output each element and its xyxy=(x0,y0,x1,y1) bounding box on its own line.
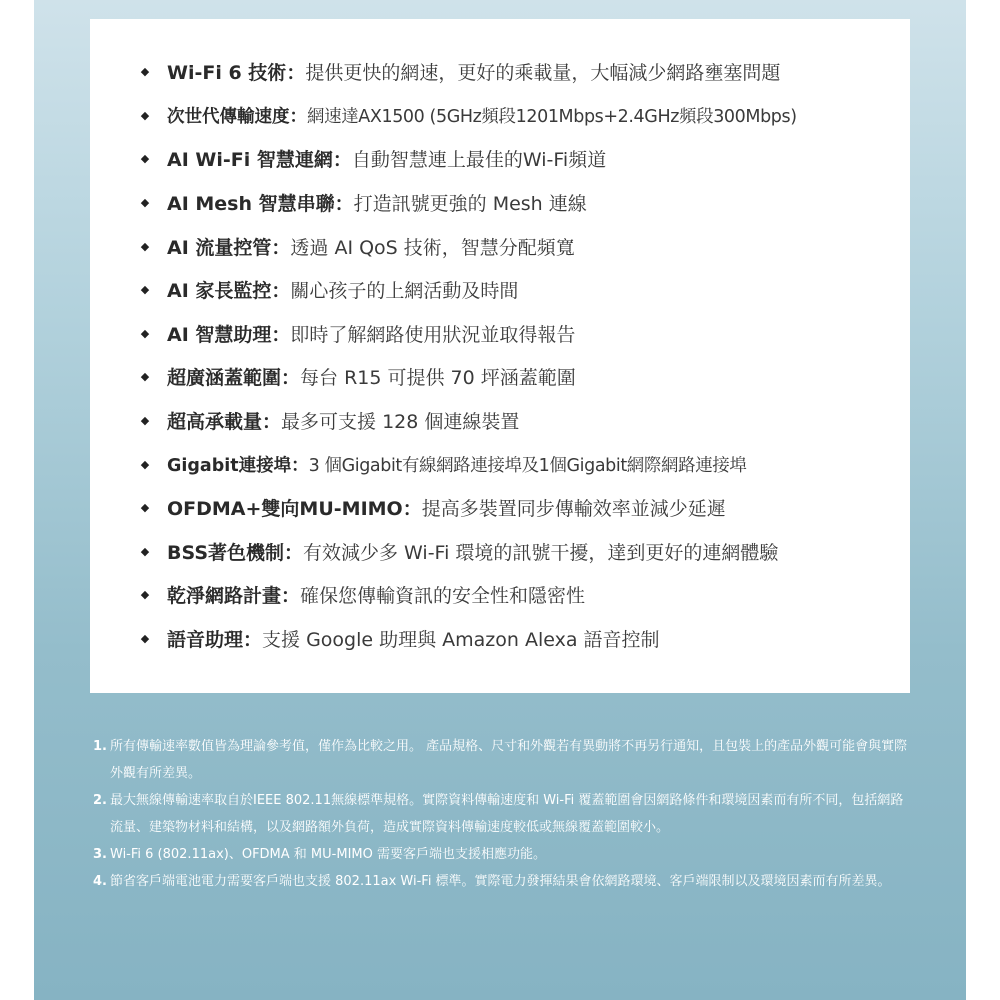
diamond-icon: ◆ xyxy=(140,196,150,210)
diamond-icon: ◆ xyxy=(140,65,150,79)
footnote-text: 所有傳輸速率數值皆為理論參考值，僅作為比較之用。 產品規格、尺寸和外觀若有異動將不再另行通知，且包裝上的產品外觀可能會與實際外觀有所差異。 xyxy=(110,739,908,781)
feature-separator: ： xyxy=(334,193,354,216)
feature-description: 確保您傳輸資訊的安全性和隱密性 xyxy=(300,585,586,608)
footnote-text: Wi-Fi 6 (802.11ax)、OFDMA 和 MU-MIMO 需要客戶端也支援相應功能。 xyxy=(110,847,546,862)
feature-item xyxy=(135,181,905,225)
diamond-icon: ◆ xyxy=(140,283,150,297)
feature-item xyxy=(135,137,905,181)
feature-title: 次世代傳輸速度 xyxy=(167,106,290,127)
feature-item xyxy=(135,442,905,486)
feature-separator: ： xyxy=(402,498,422,521)
feature-description: 提高多裝置同步傳輸效率並減少延遲 xyxy=(421,498,726,521)
feature-description: 即時了解網路使用狀況並取得報告 xyxy=(290,323,576,346)
feature-separator: ： xyxy=(291,455,309,476)
feature-item xyxy=(135,50,905,94)
footnote-item xyxy=(93,787,913,841)
feature-description: 支援 Google 助理與 Amazon Alexa 語音控制 xyxy=(262,629,660,652)
diamond-icon: ◆ xyxy=(140,544,150,558)
feature-separator: ： xyxy=(284,541,304,564)
feature-title: 超廣涵蓋範圍 xyxy=(167,367,282,390)
feature-item xyxy=(135,94,905,138)
feature-item xyxy=(135,224,905,268)
feature-title: AI 智慧助理 xyxy=(167,323,272,346)
feature-description: 最多可支援 128 個連線裝置 xyxy=(281,411,520,434)
feature-description: 關心孩子的上網活動及時間 xyxy=(290,280,519,303)
diamond-icon: ◆ xyxy=(140,414,150,428)
feature-item xyxy=(135,399,905,443)
feature-separator: ： xyxy=(271,323,291,346)
footnote-number: 2. xyxy=(93,793,107,808)
feature-separator: ： xyxy=(271,236,291,259)
feature-separator: ： xyxy=(271,280,291,303)
feature-title: 乾淨網路計畫 xyxy=(167,585,282,608)
feature-separator: ： xyxy=(289,106,307,127)
diamond-icon: ◆ xyxy=(140,501,150,515)
feature-title: AI Mesh 智慧串聯 xyxy=(167,193,335,216)
feature-description: 自動智慧連上最佳的Wi-Fi頻道 xyxy=(351,149,607,172)
footnote-item xyxy=(93,868,913,895)
footnote-text: 節省客戶端電池電力需要客戶端也支援 802.11ax Wi-Fi 標準。實際電力發揮結果會依網路環境、客戶端限制以及環境因素而有所差異。 xyxy=(110,874,891,889)
feature-list xyxy=(135,50,905,660)
feature-description: 提供更快的網速，更好的乘載量，大幅減少網路壅塞問題 xyxy=(305,62,781,85)
feature-title: Gigabit連接埠 xyxy=(167,455,292,476)
feature-separator: ： xyxy=(281,585,301,608)
feature-description: 透過 AI QoS 技術，智慧分配頻寬 xyxy=(290,236,575,259)
feature-description: 有效減少多 Wi-Fi 環境的訊號干擾，達到更好的連網體驗 xyxy=(303,541,779,564)
feature-item xyxy=(135,355,905,399)
feature-separator: ： xyxy=(281,367,301,390)
feature-item xyxy=(135,617,905,661)
feature-title: BSS著色機制 xyxy=(167,541,284,564)
diamond-icon: ◆ xyxy=(140,326,150,340)
feature-description: 每台 R15 可提供 70 坪涵蓋範圍 xyxy=(300,367,576,390)
footnote-text: 最大無線傳輸速率取自於IEEE 802.11無線標準規格。實際資料傳輸速度和 Wi-Fi 覆蓋範圍會因網路條件和環境因素而有所不同，包括網路流量、建築物材料和結構，以及網路額外負荷，造成實際資料傳輸速度較低或無線覆蓋範圍較小。 xyxy=(110,793,904,835)
footnote-number: 3. xyxy=(93,847,107,862)
feature-title: OFDMA+雙向MU-MIMO xyxy=(167,498,403,521)
feature-item xyxy=(135,312,905,356)
feature-item xyxy=(135,268,905,312)
feature-title: Wi-Fi 6 技術 xyxy=(167,62,287,85)
diamond-icon: ◆ xyxy=(140,632,150,646)
diamond-icon: ◆ xyxy=(140,457,150,471)
footnote-item xyxy=(93,841,913,868)
diamond-icon: ◆ xyxy=(140,588,150,602)
footnote-list xyxy=(93,733,913,895)
diamond-icon: ◆ xyxy=(140,239,150,253)
footnote-number: 4. xyxy=(93,874,107,889)
feature-title: AI Wi-Fi 智慧連網 xyxy=(167,149,333,172)
feature-title: AI 家長監控 xyxy=(167,280,272,303)
feature-separator: ： xyxy=(332,149,352,172)
diamond-icon: ◆ xyxy=(140,370,150,384)
feature-card xyxy=(90,19,910,693)
feature-description: 打造訊號更強的 Mesh 連線 xyxy=(353,193,587,216)
feature-item xyxy=(135,530,905,574)
feature-description: 網速達AX1500 (5GHz頻段1201Mbps+2.4GHz頻段300Mbps) xyxy=(307,106,797,127)
feature-title: AI 流量控管 xyxy=(167,236,272,259)
feature-description: 3 個Gigabit有線網路連接埠及1個Gigabit網際網路連接埠 xyxy=(308,455,747,476)
feature-item xyxy=(135,573,905,617)
footnote-number: 1. xyxy=(93,739,107,754)
feature-separator: ： xyxy=(286,62,306,85)
footnote-item xyxy=(93,733,913,787)
feature-item xyxy=(135,486,905,530)
feature-separator: ： xyxy=(262,411,282,434)
feature-title: 超高承載量 xyxy=(167,411,263,434)
diamond-icon: ◆ xyxy=(140,108,150,122)
feature-title: 語音助理 xyxy=(167,629,244,652)
diamond-icon: ◆ xyxy=(140,152,150,166)
feature-separator: ： xyxy=(243,629,263,652)
